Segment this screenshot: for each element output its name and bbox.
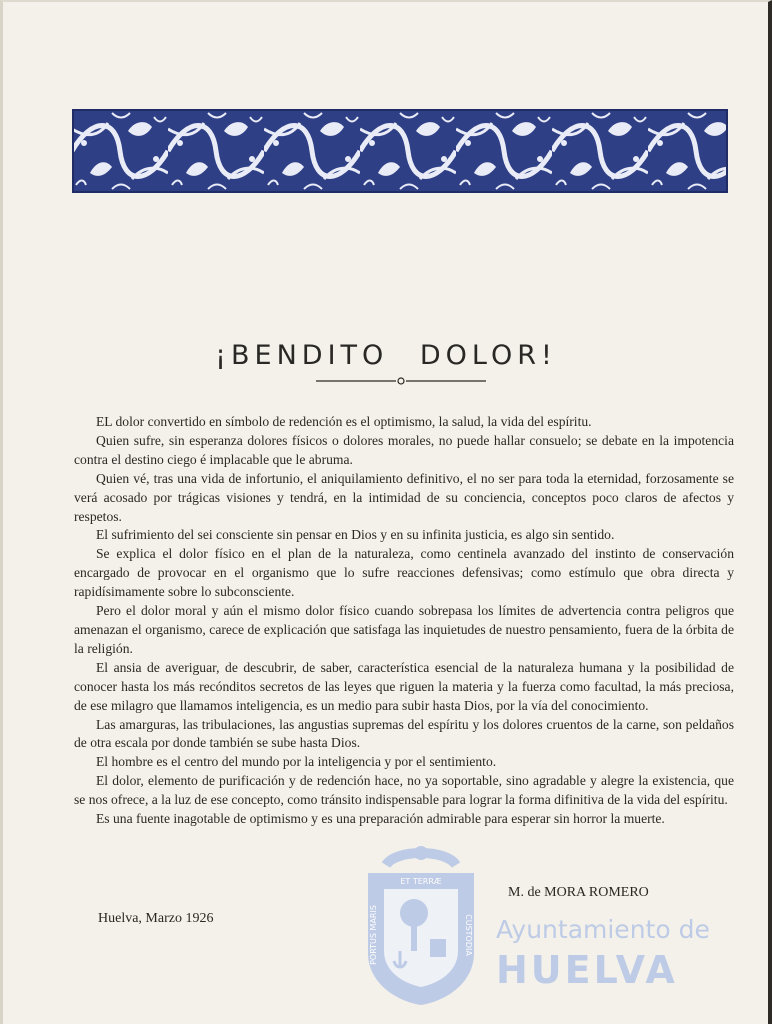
paragraph: El dolor, elemento de purificación y de redención hace, no ya soportable, sino agradable y alegre la existencia, que se nos ofrece, a la luz de ese concepto, como tránsito indispensable para lograr la forma difinitiva de la vida del espíritu.: [74, 773, 734, 808]
svg-text:PORTUS MARIS: PORTUS MARIS: [369, 905, 378, 965]
paragraph: El hombre es el centro del mundo por la inteligencia y por el sentimiento.: [96, 754, 497, 770]
ornamental-banner: [72, 109, 728, 193]
svg-text:CUSTODIA: CUSTODIA: [464, 914, 473, 956]
page-title: ¡BENDITO DOLOR!: [215, 340, 557, 372]
paragraph: Quien vé, tras una vida de infortunio, el aniquilamiento definitivo, el no ser para toda la eternidad, forzosamente se verá acosado por trágicas visiones y tendrá, en la intimidad de su conciencia, conceptos poco claros de afectos y respetos.: [74, 470, 734, 524]
paragraph: EL dolor convertido en símbolo de redención es el optimismo, la salud, la vida del espíritu.: [96, 414, 592, 429]
watermark-line1: Ayuntamiento de: [496, 915, 710, 944]
coat-of-arms-icon: [356, 843, 486, 1008]
paragraph: Se explica el dolor físico en el plan de la naturaleza, como centinela avanzado del instinto de conservación encargado de provocar en el organismo que lo sufre reacciones defensivas; como estímulo que obra directa y rapidísimamente sobre lo subconsciente.: [74, 546, 734, 600]
paragraph: Pero el dolor moral y aún el mismo dolor físico cuando sobrepasa los límites de advertencia contra peligros que amenazan el organismo, carece de explicación que satisfaga las inquietudes de nuestro pensamiento, fuera de la órbita de la religión.: [74, 603, 734, 656]
author-signature: M. de MORA ROMERO: [508, 885, 649, 900]
dateline: Huelva, Marzo 1926: [98, 911, 214, 926]
paragraph: El ansia de averiguar, de descubrir, de saber, característica esencial de la naturaleza humana y la posibilidad de conocer hasta los más recónditos secretos de las leyes que riguen la materia y la fuerza como facultad, la más preciosa, de ese milagro que llamamos inteligencia, es un medio para subir hasta Dios, por la vía del conocimiento.: [74, 659, 734, 713]
svg-text:ET TERRÆ: ET TERRÆ: [400, 877, 442, 886]
watermark-line2: HUELVA: [496, 948, 678, 992]
paragraph: Quien sufre, sin esperanza dolores físicos o dolores morales, no puede hallar consuelo; se debate en la impotencia contra el destino ciego é implacable que le abruma.: [74, 432, 734, 467]
paragraph: Las amarguras, las tribulaciones, las angustias supremas del espíritu y los dolores cruentos de la carne, son peldaños de otra escala por donde también se sube hasta Dios.: [74, 716, 734, 751]
title-divider: [316, 376, 486, 386]
paragraph: Es una fuente inagotable de optimismo y es una preparación admirable para esperar sin horror la muerte.: [96, 811, 665, 827]
paragraph: El sufrimiento del sei consciente sin pensar en Dios y en su infinita justicia, es algo sin sentido.: [96, 527, 615, 543]
ayuntamiento-watermark: [356, 843, 710, 1013]
article-body: [74, 413, 734, 829]
